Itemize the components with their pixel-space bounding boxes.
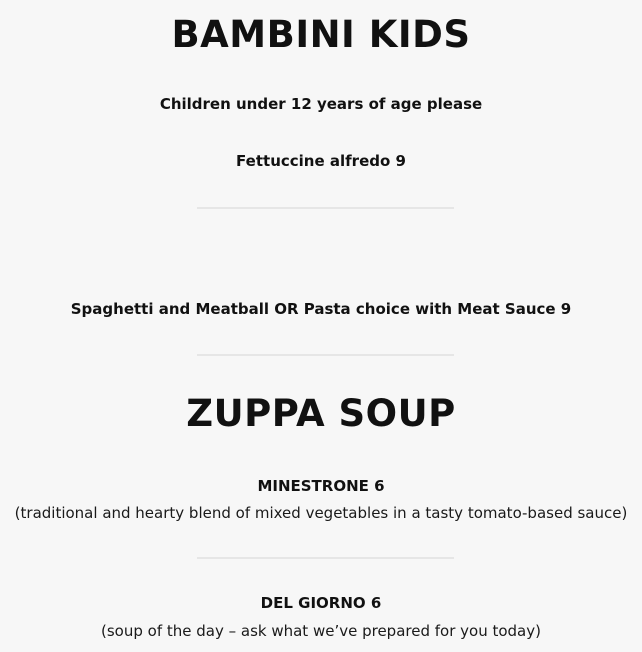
divider: [197, 354, 454, 356]
zuppa-title: ZUPPA SOUP: [186, 392, 456, 435]
divider: [197, 207, 454, 209]
menu-item-del-giorno-description: (soup of the day – ask what we’ve prepared for you today): [101, 622, 541, 640]
bambini-title: BAMBINI KIDS: [171, 13, 471, 56]
divider: [197, 557, 454, 559]
menu-item-fettuccine: Fettuccine alfredo 9: [236, 152, 406, 170]
menu-item-minestrone: MINESTRONE 6: [257, 477, 385, 495]
menu-item-minestrone-description: (traditional and hearty blend of mixed vegetables in a tasty tomato-based sauce): [14, 504, 628, 522]
menu-item-del-giorno: DEL GIORNO 6: [260, 594, 382, 612]
menu-item-spaghetti: Spaghetti and Meatball OR Pasta choice with Meat Sauce 9: [70, 300, 572, 318]
bambini-note: Children under 12 years of age please: [159, 95, 483, 113]
